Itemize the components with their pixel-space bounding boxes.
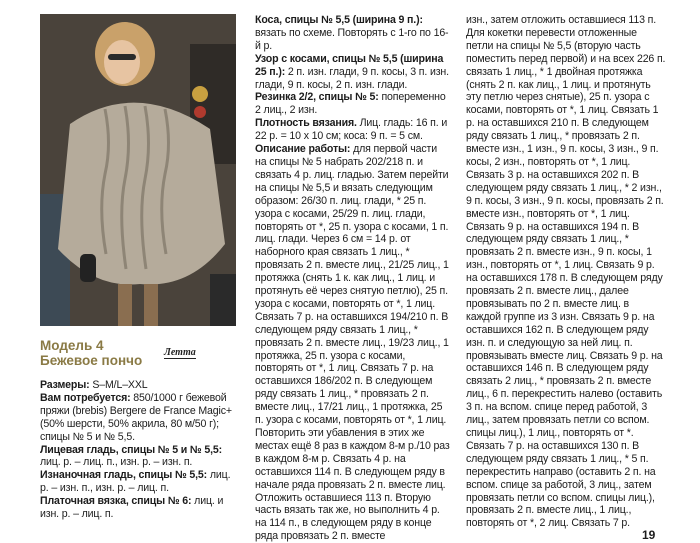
model-photo bbox=[40, 14, 236, 326]
paragraph: Размеры: S–M/L–XXL bbox=[40, 379, 148, 391]
page-number: 19 bbox=[642, 528, 656, 542]
paragraph: Коса, спицы № 5,5 (ширина 9 п.): вязать по схеме. Повторять с 1-го по 16-й р. bbox=[255, 14, 449, 52]
paragraph: Изнаночная гладь, спицы № 5,5: лиц. р. – изн. п., изн. р. – лиц. п. bbox=[40, 469, 231, 495]
paragraph: Плотность вязания. Лиц. гладь: 16 п. и 22 р. = 10 х 10 см; коса: 9 п. = 5 см. bbox=[255, 117, 448, 143]
paragraph: Лицевая гладь, спицы № 5 и № 5,5: лиц. р. – лиц. п., изн. р. – изн. п. bbox=[40, 443, 223, 469]
paragraph: Платочная вязка, спицы № 6: лиц. и изн. р. – лиц. п. bbox=[40, 495, 224, 521]
paragraph: Описание работы: для первой части на спицы № 5 набрать 202/218 п. и связать 4 р. лиц. гладью. Затем перейти на спицы № 5,5 и вязать следующим образом: 26/30 п. лиц. глади, * 25 п. узора с косами, 25/29 п. лиц. глади, повторять от *, 25 п. узора с косами, 1 п. лиц. глади. Через 6 см = 14 р. от наборного края связать 1 лиц., * провязать 2 п. вместе лиц., 21/25 лиц., 1 протяжка (снять 1 к. как лиц., 1 лиц. и протянуть её через снятую петлю), 25 п. узора с косами, повторять от *, 1 лиц. Связать 7 р. на оставшихся 194/210 п. В следующем ряду связать 1 лиц., * провязать 2 п. вместе лиц., 19/23 лиц., 1 протяжка, 25 п. узора с косами, повторять от *, 1 лиц. Связать 7 р. на оставшихся 186/202 п. В следующем ряду связать 1 лиц., * провязать 2 п. вместе лиц., 17/21 лиц., 1 протяжка, 25 п. узора с косами, повторять от *, 1 лиц. Повторить эти убавления в этих же местах ещё 8 раз в каждом 8-м р./10 раз в каждом 8-м р. Связать 4 р. на оставшихся 114 п. В следующем ряду в начале ряда провязать 2 п. вместе лиц. Отложить оставшиеся 113 п. Вторую часть вязать так же, но выполнить 4 р. на 114 п., в следующем ряду в конце ряда провязать 2 п. вместе bbox=[255, 143, 450, 543]
poncho-model-image bbox=[40, 14, 236, 326]
column-3 bbox=[466, 14, 666, 530]
column-2 bbox=[255, 14, 451, 543]
paragraph: Вам потребуется: 850/1000 г бежевой пряжи (brebis) Bergere de France Magic+ (50% шерсти, 50% акрила, 80 м/50 г); спицы № 5 и № 5,5. bbox=[40, 391, 232, 443]
brand-logo: Летта bbox=[164, 347, 196, 358]
paragraph: Резинка 2/2, спицы № 5: попеременно 2 лиц., 2 изн. bbox=[255, 91, 446, 117]
paragraph: Узор с косами, спицы № 5,5 (ширина 25 п.): 2 п. изн. глади, 9 п. косы, 3 п. изн. глади, 9 п. косы, 2 п. изн. глади. bbox=[255, 52, 449, 91]
column-1 bbox=[40, 379, 240, 521]
model-number: Модель 4 bbox=[40, 338, 104, 353]
paragraph: изн., затем отложить оставшиеся 113 п. Для кокетки перевести отложенные петли на спицы № 5,5 (вторую часть поместить перед первой) и на всех 226 п. связать 1 лиц., * 1 двойная протяжка (снять 2 п. как лиц., 1 лиц. и протянуть эту петлю через снятые), 25 п. узора с косами, повторять от *, 1 лиц. Связать 1 р. на оставшихся 210 п. В следующем ряду связать 1 лиц., * провязать 2 п. вместе изн., 1 изн., 9 п. косы, 3 изн., 9 п. косы, 2 изн., повторять от *, 1 лиц. Связать 3 р. на оставшихся 202 п. В следующем ряду связать 1 лиц., * 2 изн., 9 п. косы, 3 изн., 9 п. косы, провязать 2 п. вместе изн., повторять от *, 1 лиц. Связать 9 р. на оставшихся 194 п. В следующем ряду связать 1 лиц., * провязать 2 п. вместе изн., 9 п. косы, 1 изн., повторять от *, 1 лиц. Связать 9 р. на оставшихся 178 п. В следующем ряду провязать 2 п. вместе лиц., далее провязывать по 2 п. вместе лиц. в каждой группе из 3 изн. Связать 9 р. на оставшихся 162 п. В следующем ряду изн. п. и следующую за ней лиц. п. провязывать вместе лиц. Связать 9 р. на оставшихся 146 п. В следующем ряду связать 2 лиц., * провязать 2 п. вместе лиц., 6 п. перекрестить налево (оставить 3 п. на вспом. спице перед работой, 3 лиц., затем провязать петли со вспом. спицы лиц.), 1 лиц., повторять от *. Связать 7 р. на оставшихся 130 п. В следующем ряду связать 1 лиц., * 5 п. перекрестить направо (оставить 2 п. на вспом. спице за работой, 3 лиц., затем провязать петли со вспом. спицы лиц.), провязать 2 п. вместе лиц., 1 лиц., повторять от *, 2 лиц. Связать 7 р. bbox=[466, 14, 666, 530]
model-name: Бежевое пончо bbox=[40, 353, 143, 368]
